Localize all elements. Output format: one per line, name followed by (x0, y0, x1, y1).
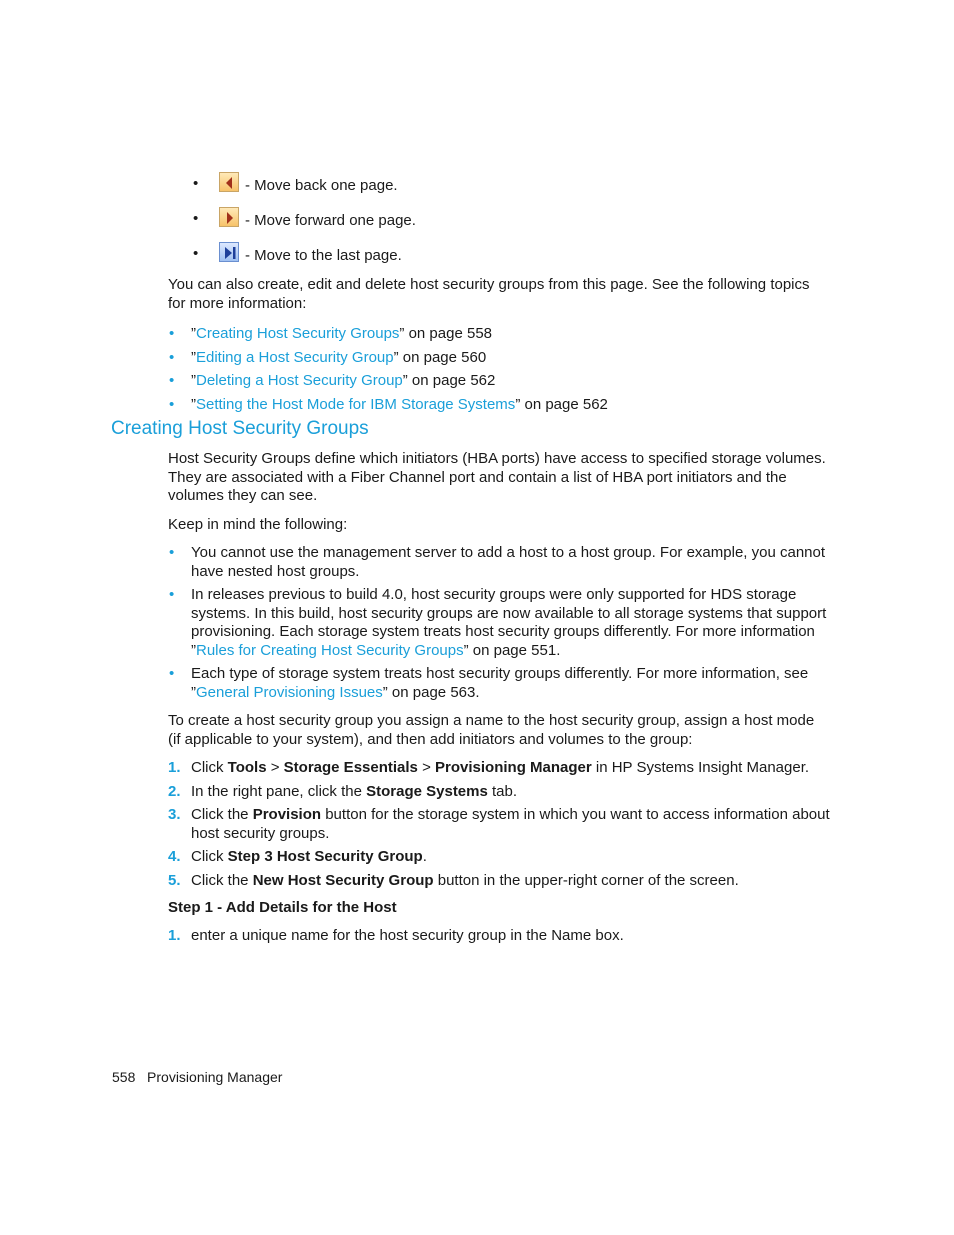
bullet: • (169, 348, 175, 366)
topic-link[interactable]: Setting the Host Mode for IBM Storage Systems (196, 395, 516, 413)
next-page-icon (219, 207, 239, 227)
bullet: • (169, 665, 175, 682)
bullet: • (169, 586, 175, 603)
create-intro: To create a host security group you assign a name to the host security group, assign a host mode (if applicable to your system), and then add initiators and volumes to the group: (168, 712, 815, 748)
section-heading: Creating Host Security Groups (111, 418, 369, 439)
step-item: 3. Click the Provision button for the storage system in which you want to access information about host security groups. (168, 806, 830, 842)
nav-item-text: - Move to the last page. (245, 247, 402, 264)
list-item: • You cannot use the management server to add a host to a host group. For example, you cannot have nested host groups. (169, 544, 826, 580)
list-item: • In releases previous to build 4.0, host security groups were only supported for HDS storage systems. In this build, host security groups are now available to all storage systems that support provisioning. Each storage system treats host security groups differently. For more information ”Rules for Creating Host Security Groups” on page 551. (169, 586, 827, 659)
list-item: • Each type of storage system treats host security groups differently. For more information, see ”General Provisioning Issues” on page 563. (169, 665, 809, 701)
bullet: • (169, 544, 175, 561)
topic-link[interactable]: Creating Host Security Groups (196, 325, 400, 342)
bullet: • (169, 395, 175, 413)
list-item: • ”Setting the Host Mode for IBM Storage Systems” on page 562 (168, 393, 830, 417)
list-item: • ”Editing a Host Security Group” on page 560 (168, 346, 830, 370)
bullet: • (169, 372, 175, 389)
last-page-icon (219, 242, 239, 262)
topic-link[interactable]: Deleting a Host Security Group (196, 372, 403, 389)
steps-list (168, 759, 830, 890)
list-item: • ”Creating Host Security Groups” on page 558 (168, 322, 830, 346)
step1-list (168, 927, 830, 946)
bullet: • (169, 325, 175, 342)
step-item: 1. enter a unique name for the host security group in the Name box. (168, 927, 624, 944)
list-item: • ”Deleting a Host Security Group” on page 562 (168, 369, 830, 393)
step-item: 2. In the right pane, click the Storage Systems tab. (168, 782, 518, 800)
step-item: 5. Click the New Host Security Group button in the upper-right corner of the screen. (168, 871, 739, 889)
topic-link[interactable]: Editing a Host Security Group (196, 348, 394, 366)
notes-list (168, 544, 830, 702)
intro-paragraph: You can also create, edit and delete host security groups from this page. See the following topics for more information: (168, 276, 810, 312)
section-intro: Host Security Groups define which initiators (HBA ports) have access to specified storage volumes. They are associated with a Fiber Channel port and contain a list of HBA port initiators and the volumes they can see. (168, 450, 826, 504)
nav-item-text: - Move forward one page. (245, 212, 416, 229)
rules-link[interactable]: Rules for Creating Host Security Groups (196, 641, 464, 659)
bullet: • (193, 210, 199, 227)
general-issues-link[interactable]: General Provisioning Issues (196, 683, 383, 701)
bullet: • (193, 245, 199, 262)
nav-item-text: - Move back one page. (245, 177, 398, 194)
bullet: • (193, 175, 199, 192)
topic-list (168, 322, 830, 416)
previous-page-icon (219, 172, 239, 192)
step1-heading: Step 1 - Add Details for the Host (168, 899, 397, 916)
step-item: 4. Click Step 3 Host Security Group. (168, 848, 427, 865)
footer-title: Provisioning Manager (147, 1069, 283, 1085)
step-item: 1. Click Tools > Storage Essentials > Provisioning Manager in HP Systems Insight Manager. (168, 759, 810, 776)
keep-in-mind: Keep in mind the following: (168, 516, 348, 533)
page-footer (112, 1068, 282, 1087)
page-number: 558 (112, 1069, 136, 1085)
